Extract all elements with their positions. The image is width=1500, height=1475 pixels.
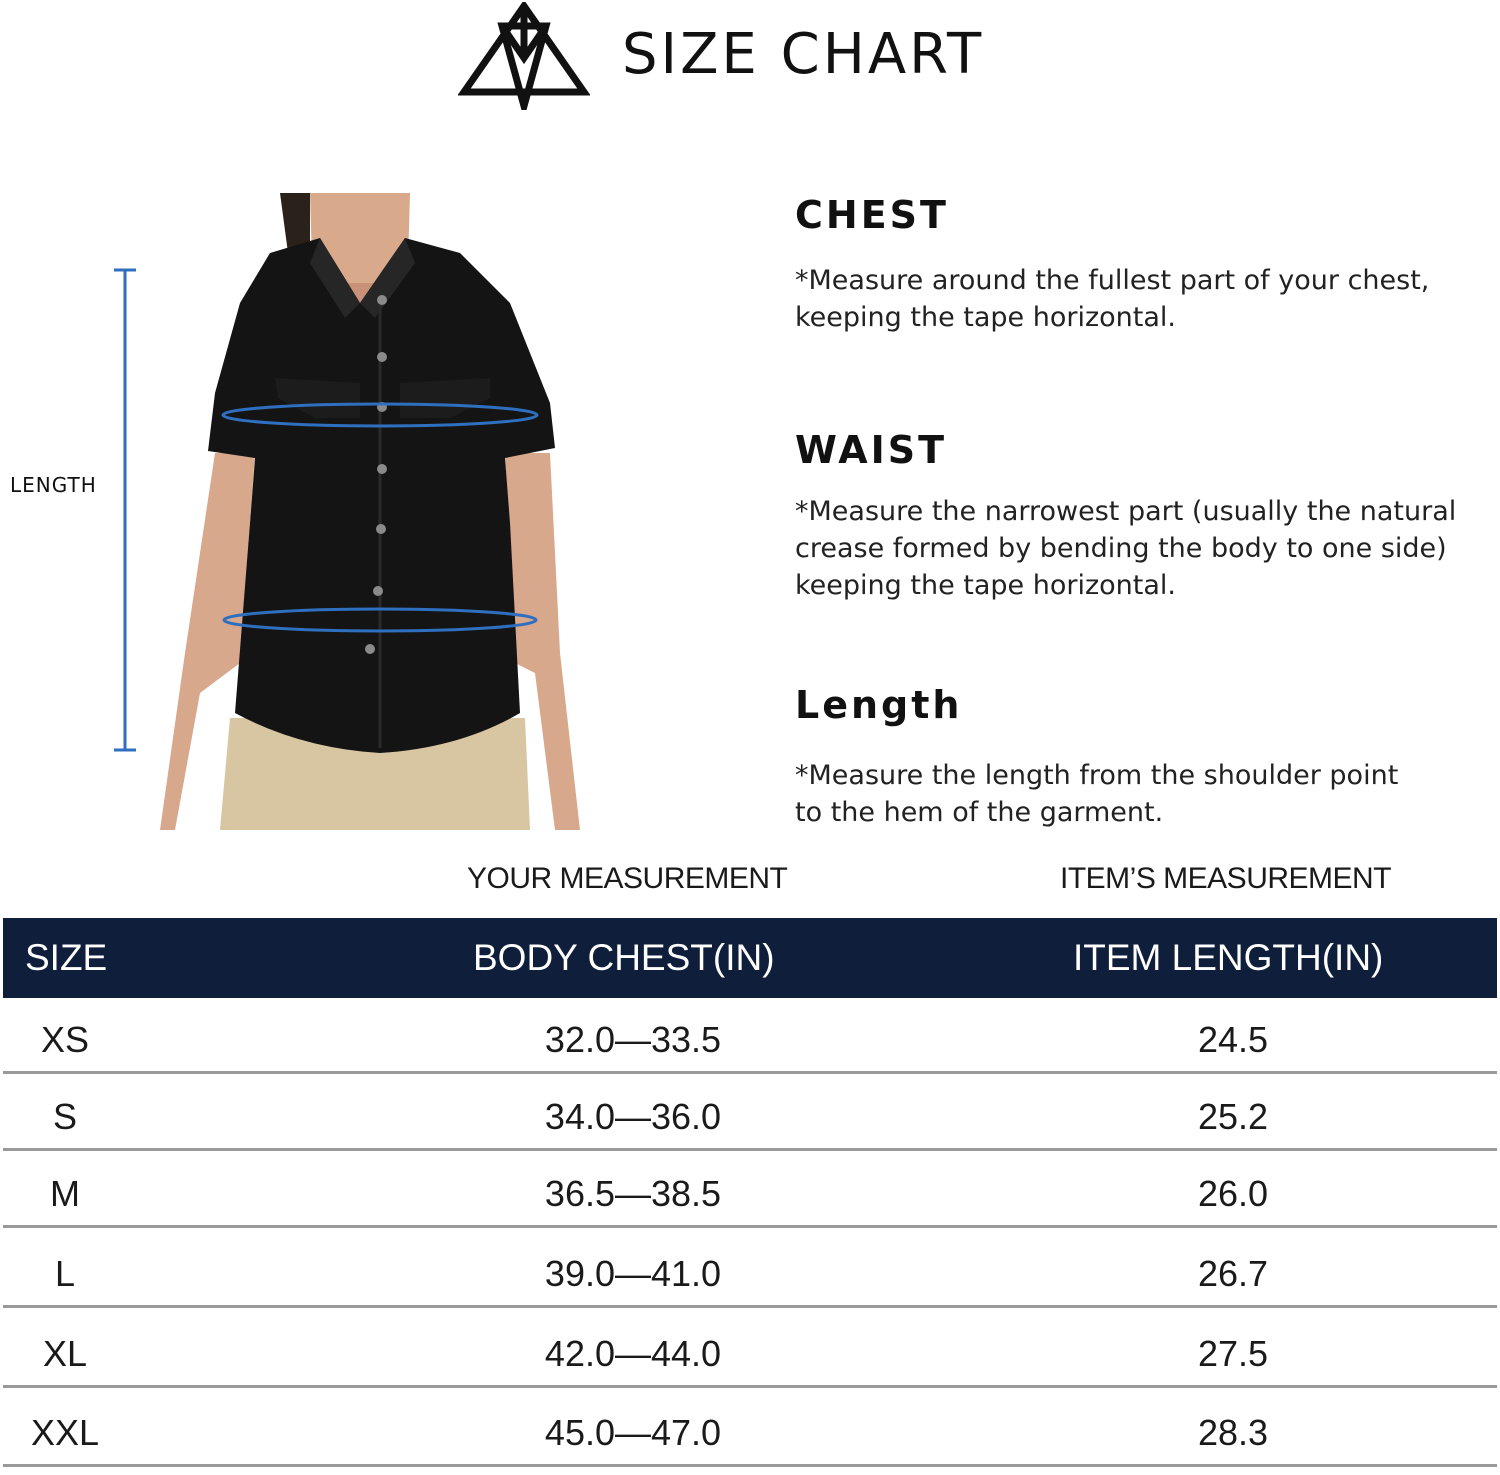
chest-heading: CHEST: [795, 193, 949, 237]
column-header-body-chest: BODY CHEST(IN): [473, 937, 775, 978]
length-indicator-bar: [110, 268, 140, 752]
item-length-cell: 26.7: [1197, 1253, 1269, 1294]
length-description: *Measure the length from the shoulder point to the hem of the garment.: [795, 760, 1399, 828]
size-cell: XL: [42, 1333, 88, 1374]
your-measurement-label: YOUR MEASUREMENT: [467, 862, 788, 895]
table-row: [3, 1232, 1497, 1308]
size-cell: XXL: [30, 1412, 100, 1453]
size-cell: S: [52, 1096, 77, 1137]
table-row: [3, 1152, 1497, 1228]
item-length-cell: 25.2: [1197, 1096, 1269, 1137]
waist-description: *Measure the narrowest part (usually the natural crease formed by bending the body to one side) keeping the tape horizontal.: [795, 496, 1457, 601]
body-chest-cell: 42.0—44.0: [544, 1333, 722, 1374]
waist-heading: WAIST: [795, 428, 948, 472]
item-measurement-label: ITEM’S MEASUREMENT: [1060, 862, 1392, 895]
body-chest-cell: 34.0—36.0: [544, 1096, 722, 1137]
column-header-size: SIZE: [25, 937, 108, 978]
table-row: [3, 998, 1497, 1074]
table-row: [3, 1312, 1497, 1388]
chest-description: *Measure around the fullest part of your chest, keeping the tape horizontal.: [795, 265, 1430, 333]
item-length-cell: 24.5: [1197, 1019, 1269, 1060]
size-cell: M: [50, 1173, 80, 1214]
body-chest-cell: 39.0—41.0: [544, 1253, 722, 1294]
length-heading: Length: [795, 683, 963, 727]
triangle-mountain-logo-icon: [458, 2, 590, 110]
length-indicator-label: LENGTH: [10, 473, 97, 497]
size-cell: XS: [40, 1019, 90, 1060]
size-cell: L: [54, 1253, 76, 1294]
column-header-item-length: ITEM LENGTH(IN): [1073, 937, 1384, 978]
body-chest-cell: 45.0—47.0: [544, 1412, 722, 1453]
item-length-cell: 28.3: [1197, 1412, 1269, 1453]
item-length-cell: 27.5: [1197, 1333, 1269, 1374]
table-row: [3, 1391, 1497, 1467]
model-shirt-illustration: [160, 193, 600, 830]
table-row: [3, 1075, 1497, 1151]
body-chest-cell: 32.0—33.5: [544, 1019, 722, 1060]
page-title: SIZE CHART: [622, 22, 985, 87]
item-length-cell: 26.0: [1197, 1173, 1269, 1214]
size-table-header: [3, 918, 1497, 998]
body-chest-cell: 36.5—38.5: [544, 1173, 722, 1214]
